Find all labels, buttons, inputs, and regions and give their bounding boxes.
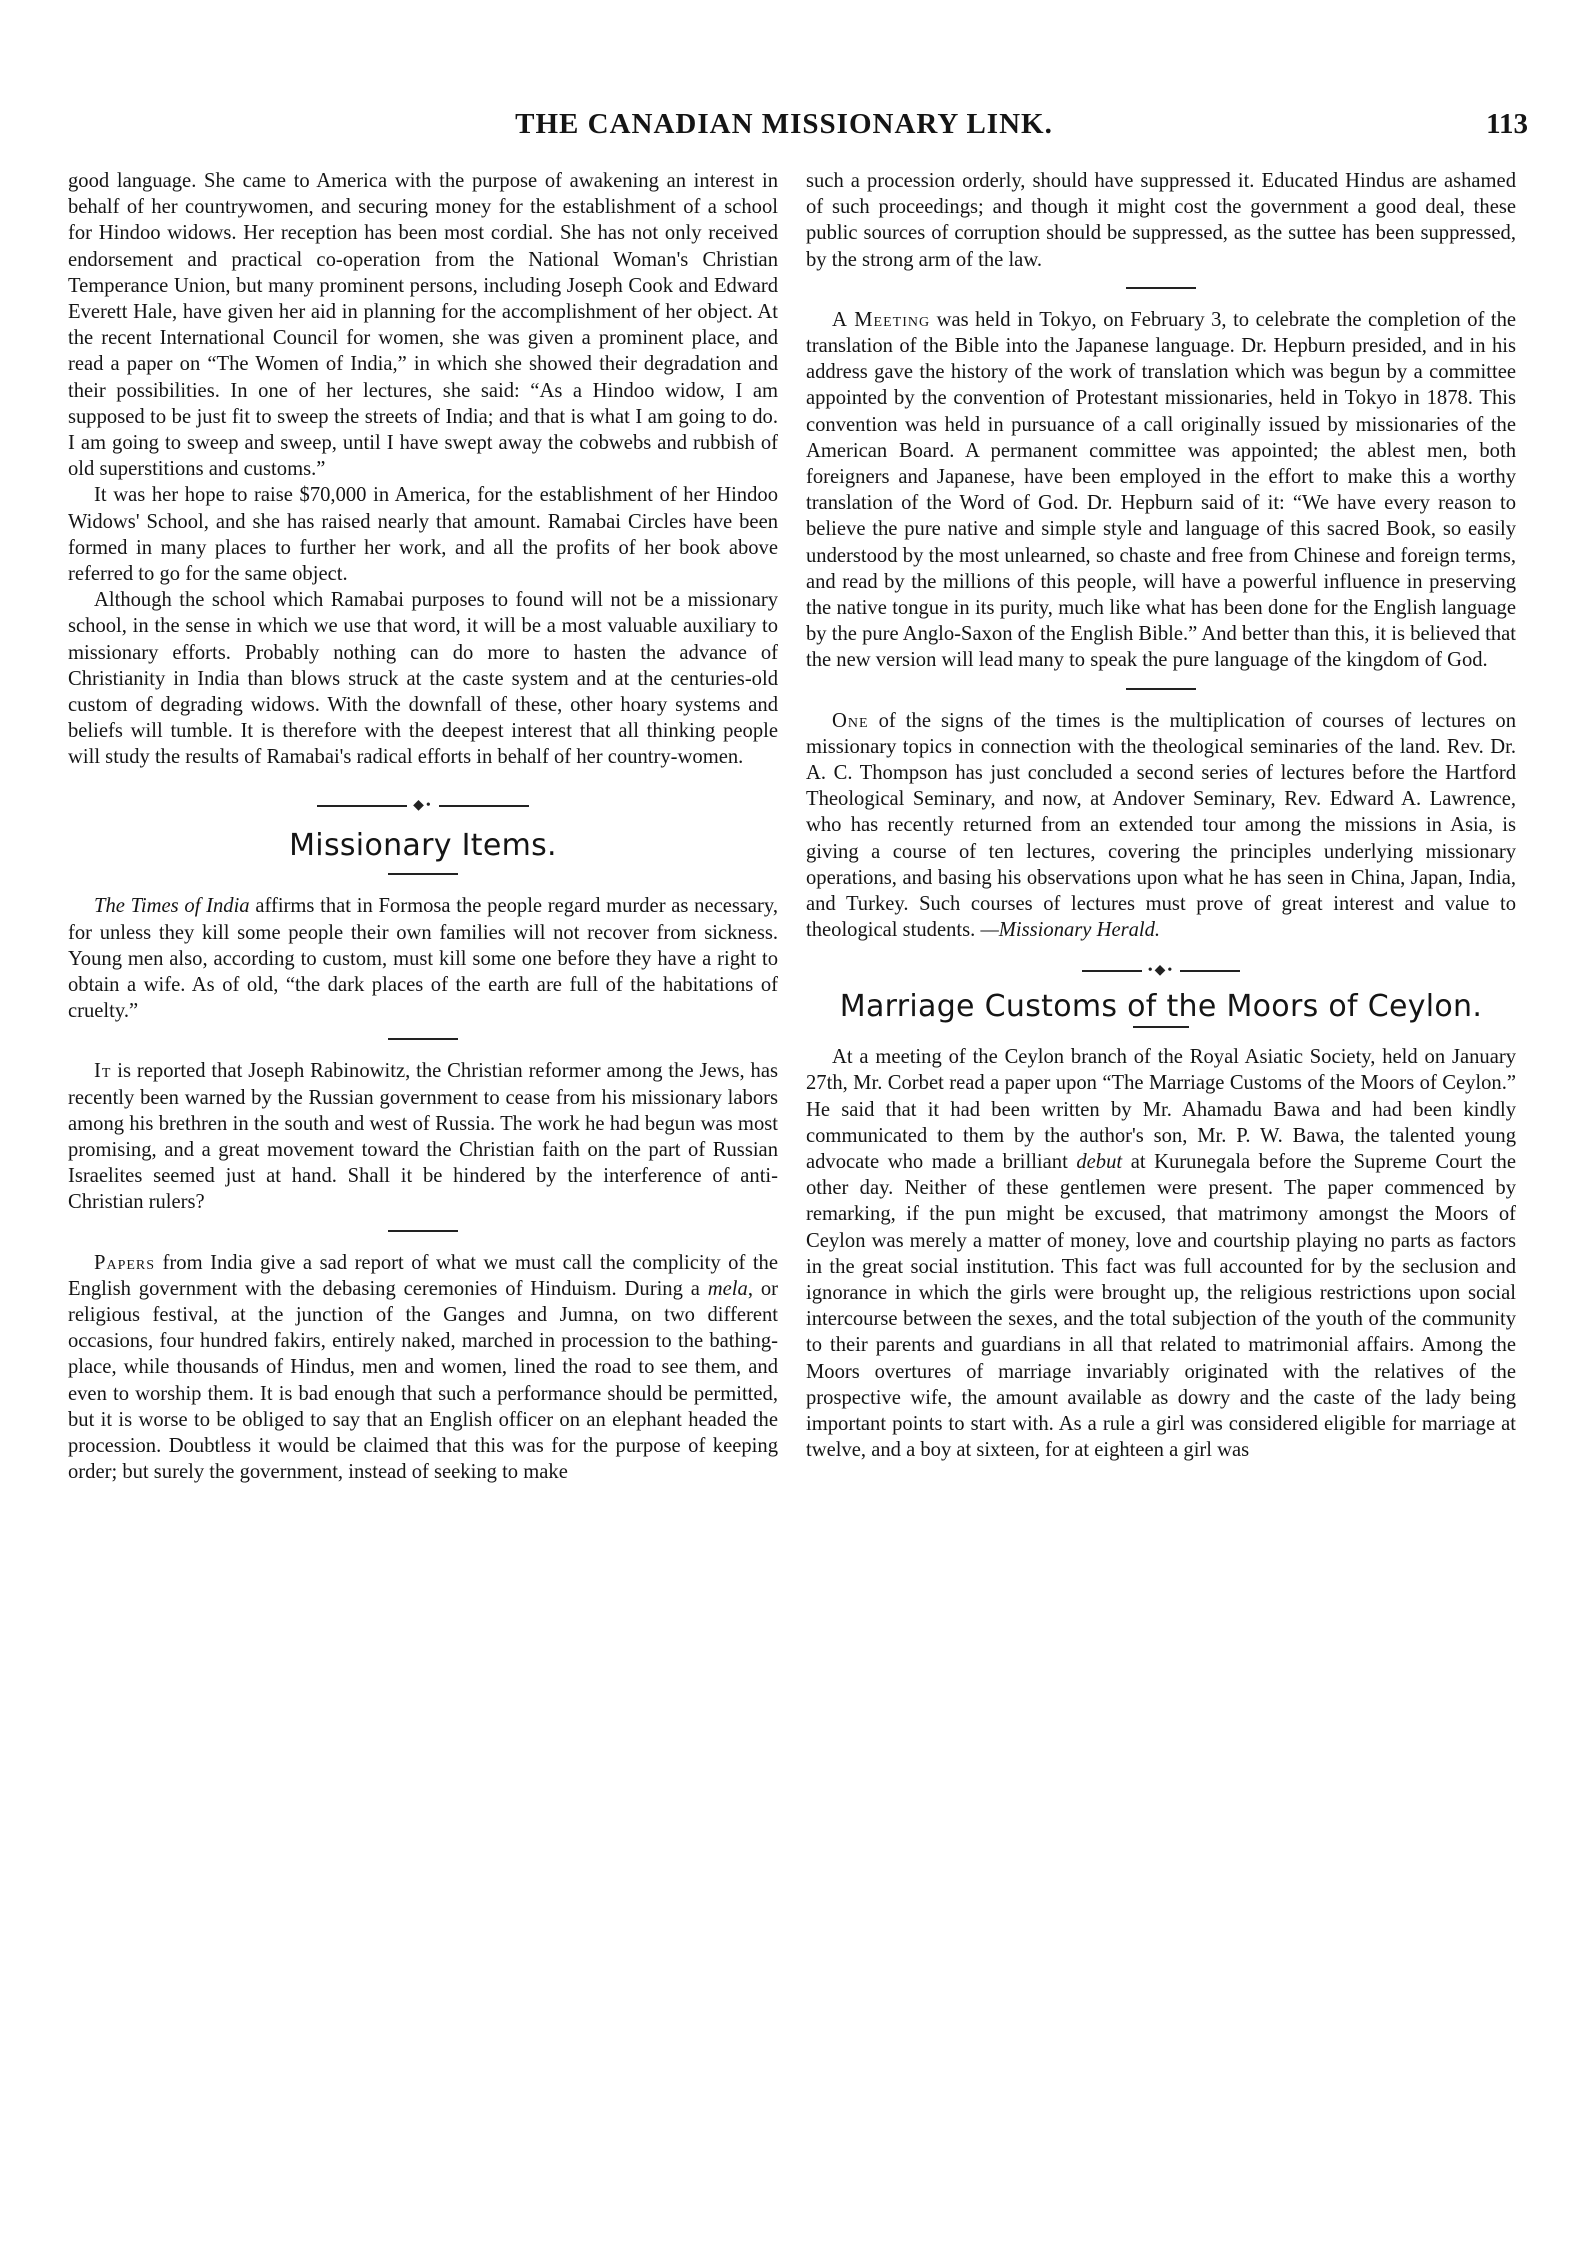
item-divider: [1126, 688, 1196, 690]
ramabai-paragraph: Although the school which Ramabai purposes to found will not be a missionary school, in the sense in which we use that word, it will be a most valuable auxiliary to missionary efforts. Probably nothing can do more to hasten the advance of Christianity in India than blows struck at the caste system and at the centuries-old custom of degrading widows. With the downfall of these, other hoary systems and beliefs will tumble. It is therefore with the deepest interest that all thinking people will study the results of Ramabai's radical efforts in behalf of her country-women.: [68, 589, 778, 769]
continued-paragraph: such a procession orderly, should have suppressed it. Educated Hindus are ashamed of such proceedings; and though it might cost the government a good deal, these public sources of corruption should be suppressed, as the suttee has been suppressed, by the strong arm of the law.: [806, 170, 1516, 271]
item-lead-smallcaps: One: [832, 709, 869, 732]
item-source: —Missionary Herald.: [980, 919, 1161, 942]
ramabai-paragraph: It was her hope to raise $70,000 in America, for the establishment of her Hindoo Widows' School, and she has raised nearly that amount. Ramabai Circles have been formed in many places to further her work, and all the profits of her book above referred to go for the same object.: [68, 484, 778, 586]
item-india-papers: [68, 1250, 778, 1486]
item-text: , or religious festival, at the junction of the Ganges and Jumna, on two different occasions, four hundred fakirs, entirely naked, marched in procession to the bathing-place, while thousands of Hindus, men and women, lined the road to see them, and even to worship them. It is bad enough that such a performance should be permitted, but it is worse to be obliged to say that an English officer on an elephant headed the procession. Doubtless it would be claimed that this was for the purpose of keeping order; but surely the government, instead of seeking to make: [68, 1277, 779, 1484]
marriage-paragraph: [806, 1044, 1516, 1463]
ramabai-paragraph: good language. She came to America with the purpose of awakening an interest in behalf of her countrywomen, and securing money for the establishment of a school for Hindoo widows. Her reception has been most cordial. She has not only received endorsement and practical co-operation from the National Woman's Christian Temperance Union, but many prominent persons, including Joseph Cook and Edward Everett Hale, have given her aid in planning for the accomplishment of her object. At the recent International Council for women, she was given a prominent place, and read a paper on “The Women of India,” in which she showed their degradation and their possibilities. In one of her lectures, she said: “As a Hindoo widow, I am supposed to be just fit to sweep the streets of India; and that is what I am going to do. I am going to sweep and sweep, until I have swept away the cobwebs and rubbish of old superstitions and customs.”: [68, 170, 778, 481]
item-divider: [388, 1230, 458, 1232]
item-divider: [388, 1038, 458, 1040]
section-title-missionary-items: Missionary Items.: [289, 828, 557, 864]
item-formosa: [68, 893, 778, 1024]
item-lead-italic: The Times of India: [94, 895, 250, 918]
item-rabinowitz: [68, 1058, 778, 1215]
item-italic-word: mela: [707, 1277, 748, 1300]
item-tokyo-bible: [806, 307, 1516, 674]
section-title-marriage-customs: Marriage Customs of the Moors of Ceylon.: [839, 988, 1483, 1024]
item-text: at Kurunegala before the Supreme Court the other day. Neither of these gentlemen were present. The paper commenced by remarking, if the pun might be excused, that matrimony amongst the Moors of Ceylon was merely a matter of money, love and courtship playing no parts as factors in the great social institution. This fact was full accounted for by the seclusion and ignorance in which the girls were brought up, the religious restrictions upon social intercourse between the sexes, and the total subjection of the youth of the community to their parents and guardians in all that related to matrimonial affairs. Among the Moors overtures of marriage invariably originated with the relatives of the prospective wife, the amount available as dowry and the caste of the lady being important points to start with. As a rule a girl was considered eligible for marriage at twelve, and a boy at sixteen, for at eighteen a girl was: [806, 1150, 1516, 1462]
page-number: 113: [1486, 108, 1528, 140]
item-text: is reported that Joseph Rabinowitz, the Christian reformer among the Jews, has recently been warned by the Russian government to cease from his missionary labors among his brethren in the south and west of Russia. The work he had begun was most promising, and a great movement toward the Christian faith on the part of Russian Israelites seemed just at hand. Shall it be hindered by the interference of anti-Christian rulers?: [68, 1060, 778, 1214]
item-text: from India give a sad report of what we must call the complicity of the English government with the debasing ceremonies of Hinduism. During a: [68, 1251, 778, 1300]
title-rule: [388, 873, 458, 875]
item-text: was held in Tokyo, on February 3, to celebrate the completion of the translation of the Bible into the Japanese language. Dr. Hepburn presided, and in his address gave the history of the work of translation which was begun by a committee appointed by the convention of Protestant missionaries, held in Tokyo in 1878. This convention was held in pursuance of a call originally issued by missionaries of the American Board. A permanent committee was appointed; the ablest men, both foreigners and Japanese, have been employed in the effort to make this a worthy translation of the Word of God. Dr. Hepburn said of it: “We have every reason to believe the pure native and simple style and language of this sacred Book, so easily understood by the most unlearned, so chaste and free from Chinese and foreign terms, and read by the millions of this people, will have a powerful influence in preserving the native tongue in its purity, much like what has been done for the English language by the pure Anglo-Saxon of the English Bible.” And better than this, it is believed that the new version will lead many to speak the pure language of the kingdom of God.: [806, 308, 1517, 672]
left-column: [68, 168, 778, 1485]
magazine-title: THE CANADIAN MISSIONARY LINK.: [515, 108, 1053, 140]
running-header: [40, 108, 1528, 152]
item-text: of the signs of the times is the multiplication of courses of lectures on missionary topics in connection with the theological seminaries of the land. Rev. Dr. A. C. Thompson has just concluded a second series of lectures before the Hartford Theological Seminary, and now, at Andover Seminary, Rev. Edward A. Lawrence, who has recently returned from an extended tour among the missions in Asia, is giving a course of ten lectures, covering the principles underlying missionary operations, and basing his observations upon what he has seen in China, Japan, India, and Turkey. Such courses of lectures must prove of great interest and value to theological students.: [806, 709, 1516, 942]
section-ornament: ◆•: [68, 793, 778, 819]
item-text: At a meeting of the Ceylon branch of the Royal Asiatic Society, held on January 27th, Mr. Corbet read a paper upon “The Marriage Customs of the Moors of Ceylon.” He said that it had been written by Mr. Ahamadu Bawa and had been kindly communicated to them by the author's son, Mr. P. W. Bawa, the talented young advocate who made a brilliant: [806, 1046, 1516, 1173]
section-ornament: •◆•: [806, 957, 1516, 983]
title-rule: [1133, 1026, 1189, 1028]
item-text: affirms that in Formosa the people regard murder as necessary, for unless they kill some people their own families will not recover from sickness. Young men also, according to custom, must kill some one before they have a right to obtain a wife. As of old, “the dark places of the earth are full of the habitations of cruelty.”: [68, 895, 778, 1023]
item-italic-word: debut: [1076, 1150, 1123, 1173]
item-lead-smallcaps: Papers: [94, 1251, 156, 1274]
item-lead-smallcaps: It: [94, 1060, 112, 1083]
item-divider: [1126, 287, 1196, 289]
item-lectures: [806, 708, 1516, 944]
item-lead-smallcaps: A Meeting: [832, 308, 931, 331]
right-column: [806, 168, 1516, 1463]
